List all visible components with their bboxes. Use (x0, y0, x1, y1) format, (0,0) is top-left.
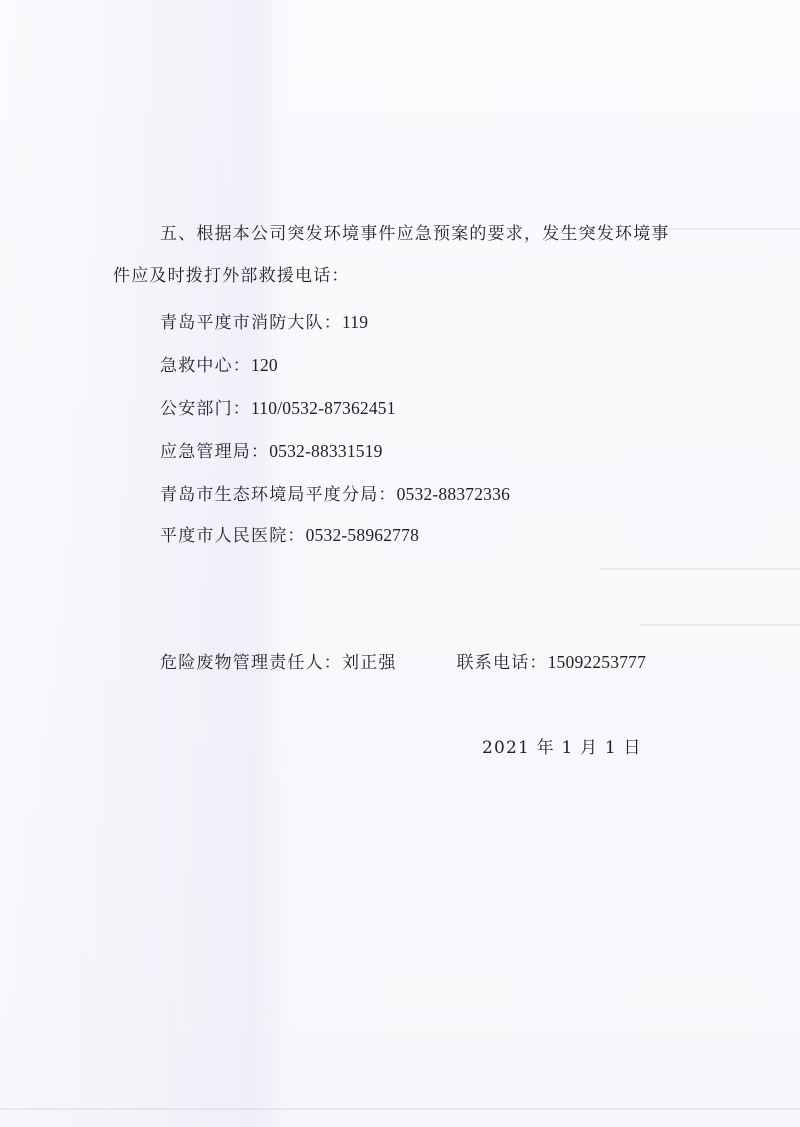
contact-hospital (160, 523, 419, 548)
contact-fire-brigade (160, 310, 368, 335)
contact-label: 应急管理局： (160, 442, 270, 462)
contact-phone: 119 (342, 312, 369, 332)
paragraph-line-2: 件应及时拨打外部救援电话： (113, 266, 350, 286)
scan-streak (600, 568, 800, 570)
contact-phone-label: 联系电话： (456, 653, 548, 673)
contact-phone: 110/0532-87362451 (251, 398, 396, 418)
contact-phone: 0532-88372336 (396, 484, 511, 504)
responsible-name: 刘正强 (342, 653, 397, 673)
responsible-label: 危险废物管理责任人： (160, 653, 342, 673)
contact-label: 公安部门： (160, 399, 251, 419)
contact-emergency-center (160, 353, 278, 378)
contact-phone-number: 15092253777 (547, 652, 647, 672)
scan-streak (640, 624, 800, 626)
contact-phone: 120 (251, 355, 278, 375)
contact-phone: 0532-88331519 (269, 441, 383, 461)
document-date: 2021 年 1 月 1 日 (482, 738, 642, 758)
scan-streak (0, 1108, 800, 1110)
contact-label: 平度市人民医院： (160, 526, 306, 546)
contact-ecology-bureau (160, 482, 510, 507)
contact-label: 青岛平度市消防大队： (160, 313, 342, 333)
contact-label: 青岛市生态环境局平度分局： (160, 485, 397, 505)
contact-emergency-management (160, 439, 383, 464)
contact-label: 急救中心： (160, 356, 251, 376)
contact-police (160, 396, 396, 421)
paragraph-line-1: 五、根据本公司突发环境事件应急预案的要求，发生突发环境事 (160, 224, 670, 244)
responsible-person-line (160, 650, 646, 675)
contact-phone: 0532-58962778 (305, 525, 420, 545)
